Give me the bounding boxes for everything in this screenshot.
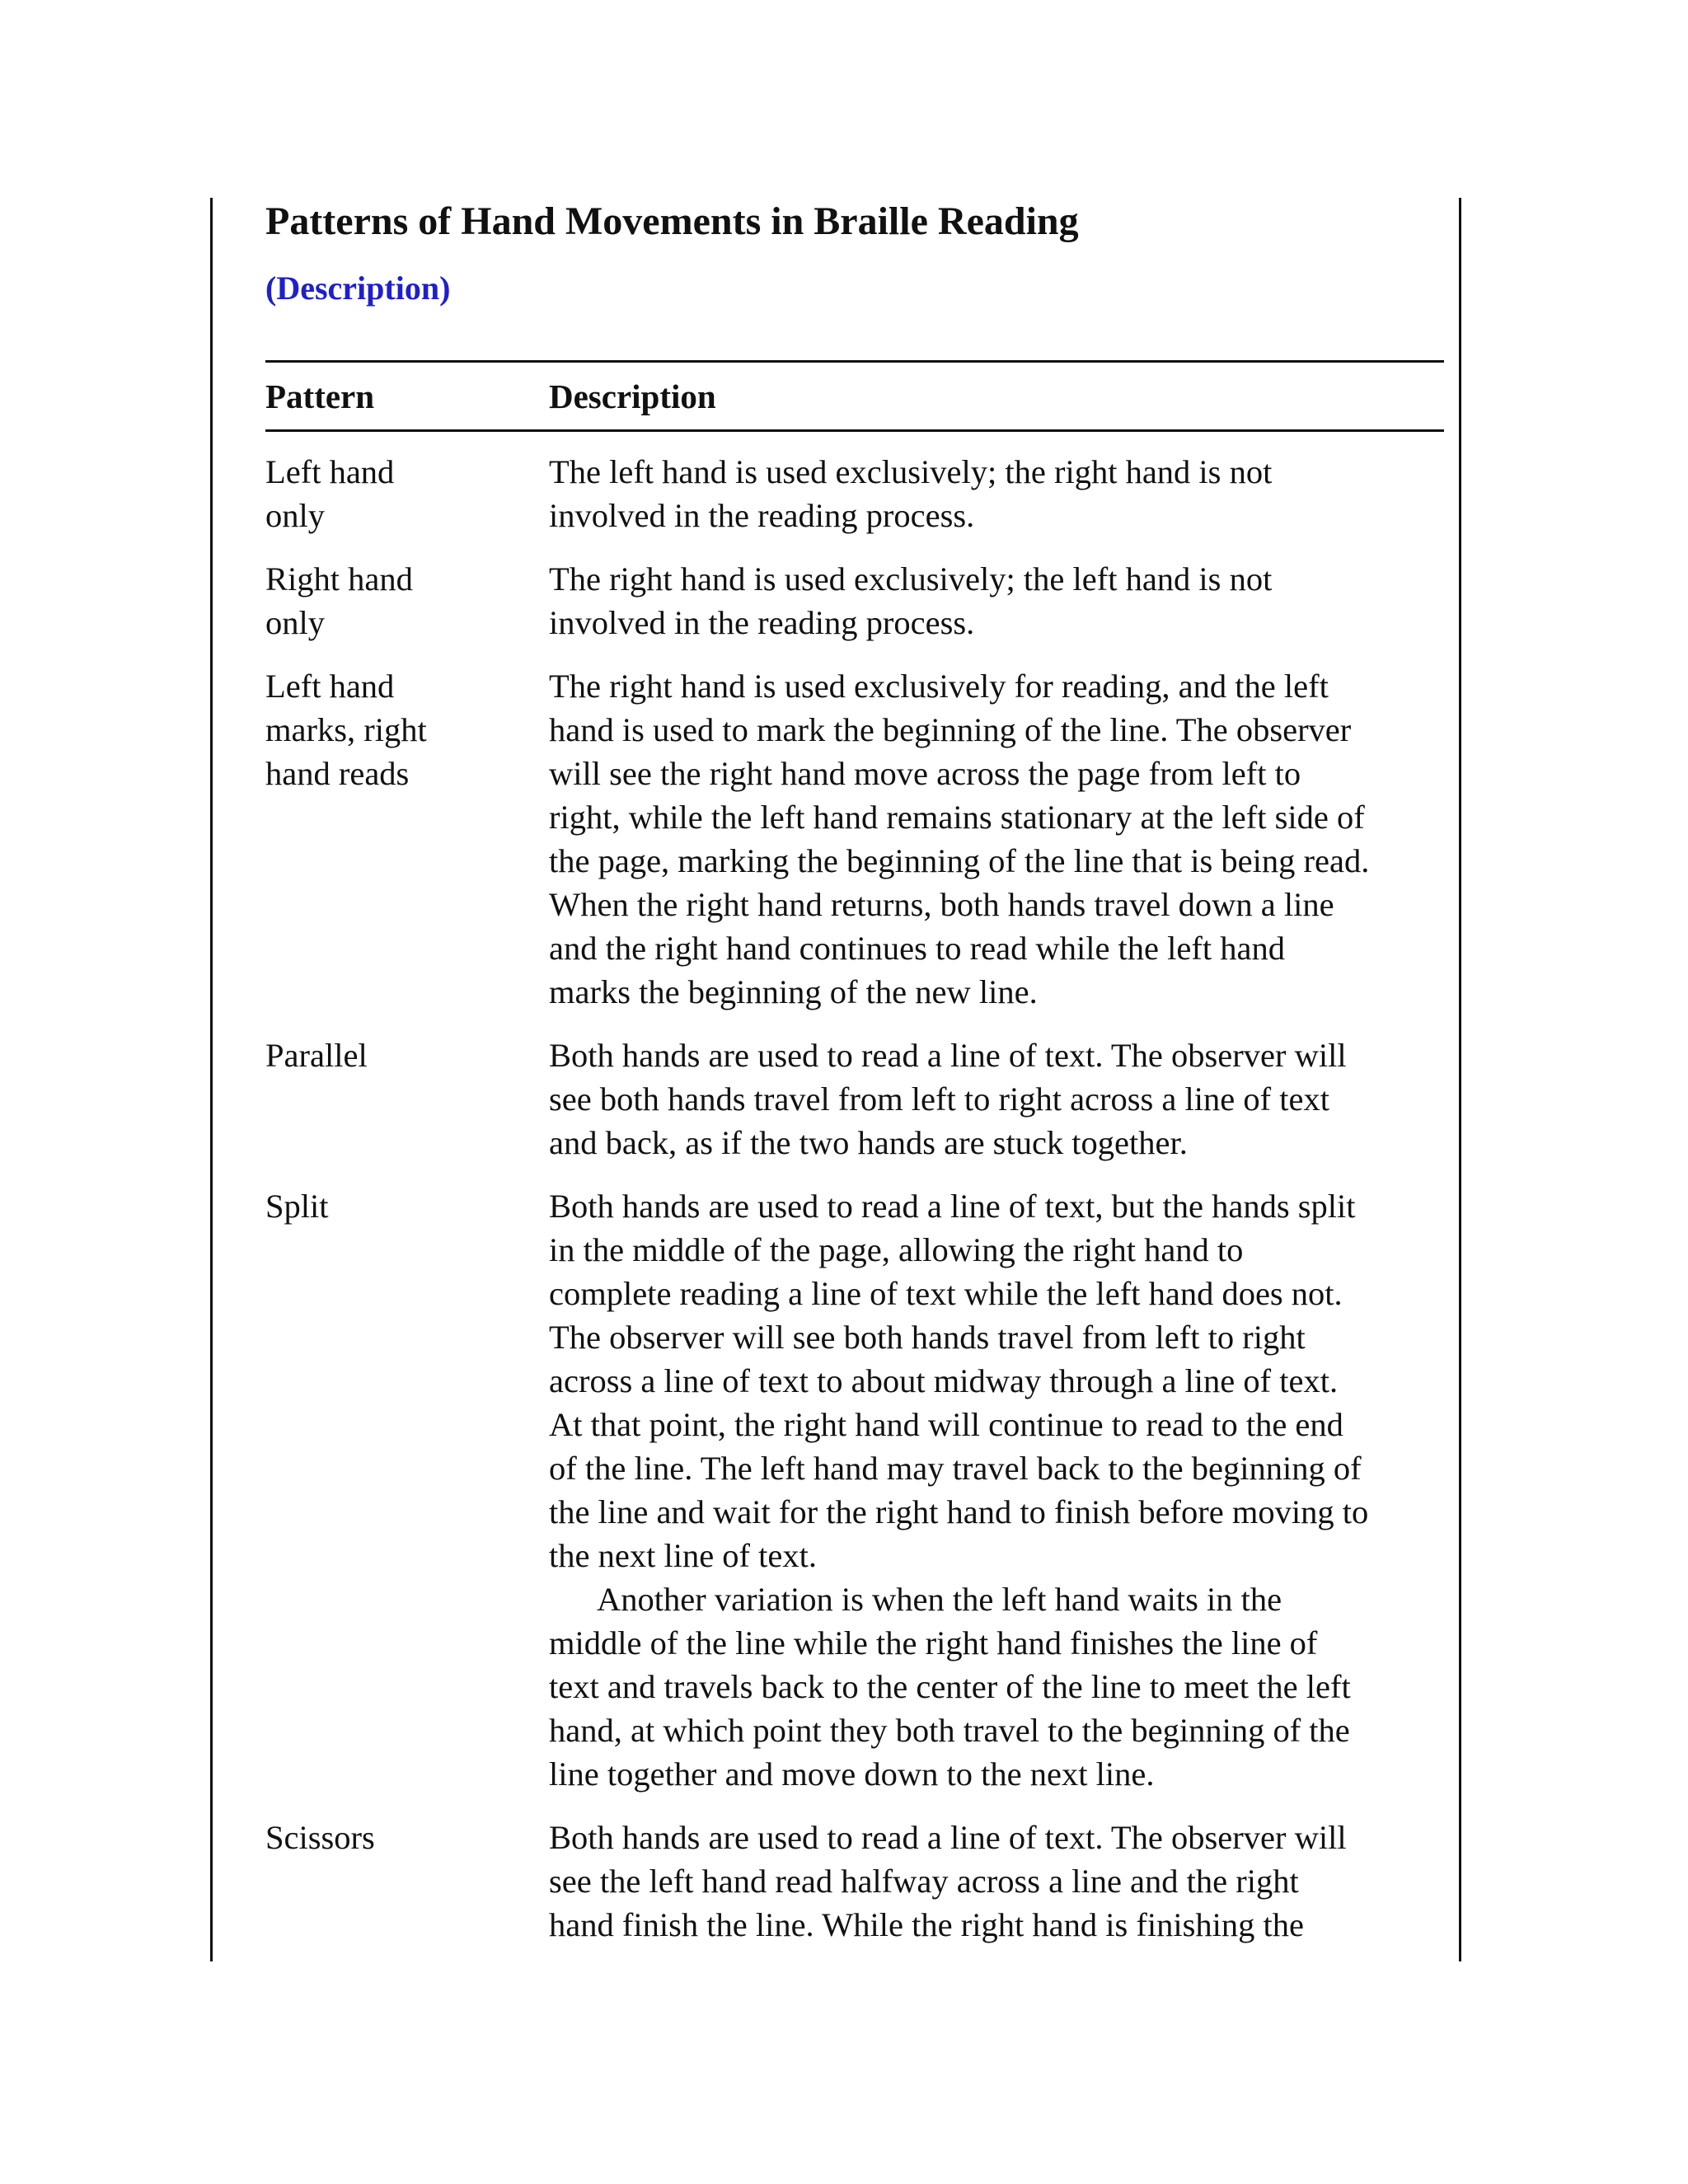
description-cell: [549, 664, 1444, 1014]
table-row: [265, 1816, 1444, 1947]
table-row: [265, 450, 1444, 537]
header-description: Description: [549, 377, 716, 415]
description-cell: [549, 450, 1444, 537]
left-margin-rule: [210, 198, 213, 1961]
header-pattern: Pattern: [265, 377, 375, 415]
description-paragraph: The right hand is used exclusively; the left hand is not involved in the reading process.: [549, 560, 1273, 641]
table-header-rule: [265, 429, 1444, 432]
page-title: Patterns of Hand Movements in Braille Reading: [265, 199, 1079, 243]
pattern-cell: Left hand marks, right hand reads: [265, 668, 427, 792]
pattern-cell: Scissors: [265, 1819, 375, 1856]
pattern-cell: Parallel: [265, 1037, 368, 1074]
description-cell: [549, 1184, 1444, 1796]
right-margin-rule: [1459, 198, 1461, 1961]
table-row: [265, 664, 1444, 1014]
table-row: [265, 557, 1444, 644]
description-cell: [549, 557, 1444, 644]
description-link[interactable]: (Description): [265, 269, 451, 307]
description-cell: [549, 1033, 1444, 1165]
description-cell: [549, 1816, 1444, 1947]
description-paragraph: Both hands are used to read a line of text. The observer will see both hands travel from left to right across a line of text and back, as if the two hands are stuck together.: [549, 1037, 1347, 1161]
table-row: [265, 1184, 1444, 1796]
description-paragraph: The left hand is used exclusively; the right hand is not involved in the reading process.: [549, 453, 1273, 534]
table-body: [265, 450, 1444, 1947]
pattern-cell: Split: [265, 1188, 329, 1225]
document-body: [265, 196, 1444, 1966]
pattern-cell: Left hand only: [265, 453, 395, 534]
table-row: [265, 1033, 1444, 1165]
description-paragraph: Both hands are used to read a line of text, but the hands split in the middle of the page, allowing the right hand to complete reading a line of text while the left hand does not. The observer will see both hands travel from left to right across a line of text to about midway through a line of text. At that point, the right hand will continue to read to the end of the line. The left hand may travel back to the beginning of the line and wait for the right hand to finish before moving to the next line of text.: [549, 1188, 1369, 1574]
description-paragraph: The right hand is used exclusively for reading, and the left hand is used to mark the beginning of the line. The observer will see the right hand move across the page from left to right, while the left hand remains stationary at the left side of the page, marking the beginning of the line that is being read. When the right hand returns, both hands travel down a line and the right hand continues to read while the left hand marks the beginning of the new line.: [549, 668, 1370, 1010]
description-paragraph: Both hands are used to read a line of text. The observer will see the left hand read halfway across a line and the right hand finish the line. While the right hand is finishing the: [549, 1819, 1347, 1943]
pattern-cell: Right hand only: [265, 560, 413, 641]
table-header-row: [265, 363, 1444, 429]
description-paragraph: Another variation is when the left hand waits in the middle of the line while the right hand finishes the line of text and travels back to the center of the line to meet the left hand, at which point they both travel to the beginning of the line together and move down to the next line.: [549, 1581, 1351, 1793]
